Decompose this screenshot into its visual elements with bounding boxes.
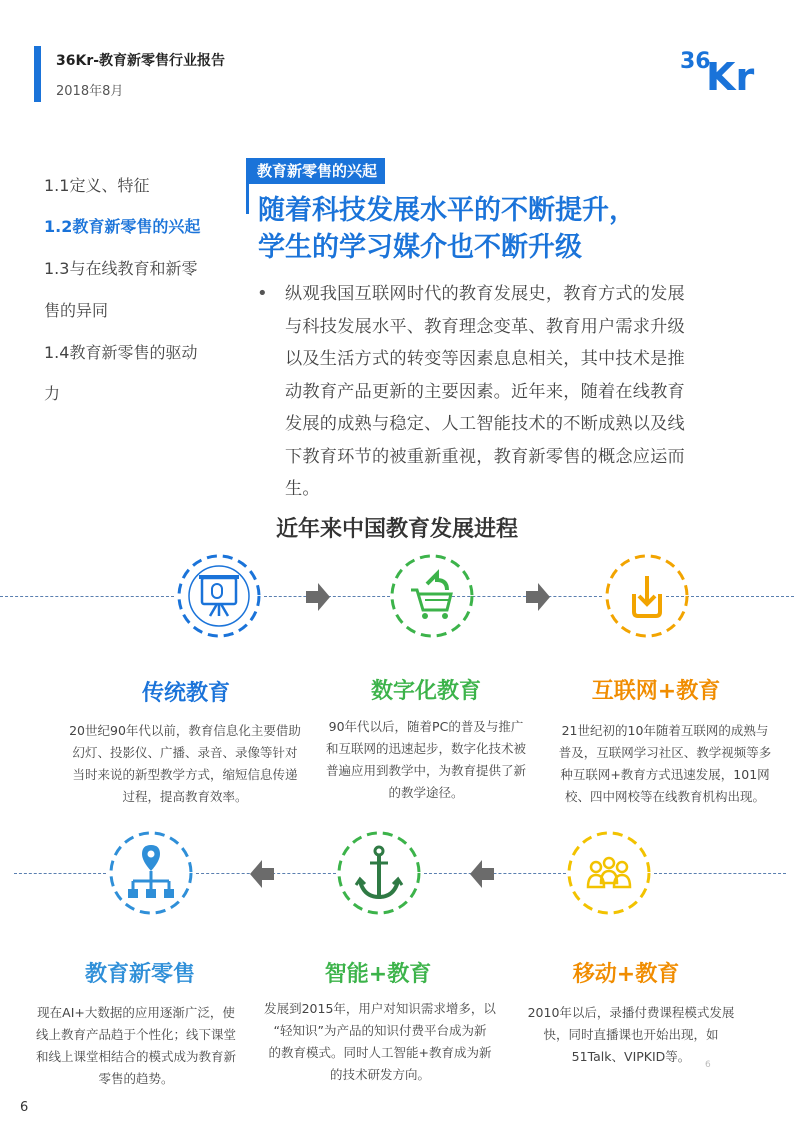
- desc-line: 普及，互联网学习社区、教学视频等多: [558, 745, 772, 760]
- network-icon: [106, 831, 196, 915]
- stage-description: [16, 1002, 256, 1090]
- desc-line: 90年代以后，随着PC的普及与推广: [328, 719, 524, 734]
- desc-line: 的教学途径。: [388, 785, 464, 800]
- desc-line: 21世纪初的10年随着互联网的成熟与: [561, 723, 769, 738]
- paragraph-line: 发展的成熟与稳定、人工智能技术的不断成熟以及线: [285, 414, 685, 434]
- section-headline: [258, 192, 778, 266]
- anchor-icon: [334, 831, 424, 915]
- paragraph-line: 下教育环节的被重新重视，教育新零售的概念应运而: [285, 446, 685, 467]
- projector-icon: [174, 554, 264, 638]
- desc-line: 51Talk、VIPKID等。: [571, 1049, 691, 1064]
- desc-line: 线上教育产品趋于个性化；线下课堂: [35, 1027, 236, 1042]
- arrow-left-icon: [470, 860, 494, 888]
- stage-description: [250, 998, 510, 1086]
- flow-title: 近年来中国教育发展进程: [275, 517, 518, 542]
- cart-icon: [387, 554, 477, 638]
- desc-line: 发展到2015年，用户对知识需求增多，以: [264, 1001, 496, 1016]
- stage-description: [540, 720, 790, 808]
- paragraph-line: 生。: [285, 479, 320, 499]
- paragraph-line: 以及生活方式的转变等因素息息相关，其中技术是推: [285, 349, 685, 369]
- toc-item-1-4-cont[interactable]: 力: [44, 384, 61, 403]
- desc-line: 20世纪90年代以前，教育信息化主要借助: [69, 723, 301, 738]
- headline-line-1: 随着科技发展水平的不断提升，: [258, 195, 636, 226]
- bullet-marker: •: [257, 283, 268, 304]
- toc-item-1-1[interactable]: 1.1定义、特征: [44, 176, 150, 195]
- desc-line: “轻知识”为产品的知识付费平台成为新: [273, 1023, 487, 1038]
- desc-line: 的教育模式。同时人工智能+教育成为新: [268, 1045, 492, 1060]
- toc-item-1-4[interactable]: 1.4教育新零售的驱动: [44, 343, 198, 362]
- arrow-right-icon: [526, 583, 550, 611]
- stage-title: 互联网+教育: [591, 679, 721, 704]
- stage-title: 传统教育: [141, 681, 230, 706]
- report-date: 2018年8月: [56, 84, 124, 99]
- desc-line: 和线上课堂相结合的模式成为教育新: [35, 1049, 236, 1064]
- desc-line: 零售的趋势。: [98, 1071, 174, 1086]
- stage-title: 移动+教育: [572, 962, 680, 987]
- toc-item-1-3[interactable]: 1.3与在线教育和新零: [44, 259, 198, 278]
- desc-line: 快，同时直播课也开始出现，如: [543, 1027, 719, 1042]
- desc-line: 当时来说的新型教学方式，缩短信息传递: [72, 767, 298, 782]
- timeline-dashed-line: [0, 596, 174, 597]
- header-accent-bar: [34, 46, 41, 102]
- download-icon: [602, 554, 692, 638]
- stage-description: [306, 716, 546, 804]
- desc-line: 2010年以后，录播付费课程模式发展: [527, 1005, 735, 1020]
- intro-paragraph: [285, 278, 725, 506]
- stage-title: 智能+教育: [324, 962, 432, 987]
- timeline-dashed-line: [424, 873, 566, 874]
- paragraph-line: 与科技发展水平、教育理念变革、教育用户需求升级: [285, 316, 685, 337]
- desc-line: 种互联网+教育方式迅速发展，101网: [560, 767, 770, 782]
- timeline-dashed-line: [14, 873, 106, 874]
- svg-text:Kr: Kr: [706, 55, 755, 94]
- desc-line: 的技术研发方向。: [329, 1067, 430, 1082]
- stage-description: [506, 1002, 756, 1068]
- people-icon: [564, 831, 654, 915]
- desc-line: 过程，提高教育效率。: [122, 789, 248, 804]
- paragraph-line: 动教育产品更新的主要因素。近年来，随着在线教育: [285, 381, 685, 402]
- desc-line: 普遍应用到教学中，为教育提供了新: [325, 763, 526, 778]
- svg-text:36: 36: [680, 49, 711, 74]
- section-tag: 教育新零售的兴起: [249, 158, 385, 184]
- 36kr-logo: [680, 42, 766, 94]
- headline-line-2: 学生的学习媒介也不断升级: [258, 232, 582, 263]
- timeline-dashed-line: [654, 873, 786, 874]
- arrow-left-icon: [250, 860, 274, 888]
- toc-item-1-2[interactable]: 1.2教育新零售的兴起: [44, 217, 201, 236]
- desc-line: 和互联网的迅速起步，数字化技术被: [325, 741, 526, 756]
- stage-title: 教育新零售: [84, 962, 195, 987]
- page-number-watermark: 6: [705, 1060, 711, 1070]
- page-number: 6: [20, 1100, 29, 1115]
- toc-item-1-3-cont[interactable]: 售的异同: [44, 301, 109, 320]
- arrow-right-icon: [306, 583, 330, 611]
- desc-line: 幻灯、投影仪、广播、录音、录像等针对: [72, 745, 298, 760]
- stage-title: 数字化教育: [370, 679, 481, 704]
- report-title: 36Kr-教育新零售行业报告: [56, 53, 226, 69]
- desc-line: 现在AI+大数据的应用逐渐广泛，使: [37, 1005, 235, 1020]
- stage-description: [40, 720, 330, 808]
- paragraph-line: 纵观我国互联网时代的教育发展史，教育方式的发展: [285, 284, 685, 304]
- desc-line: 校、四中网校等在线教育机构出现。: [564, 789, 765, 804]
